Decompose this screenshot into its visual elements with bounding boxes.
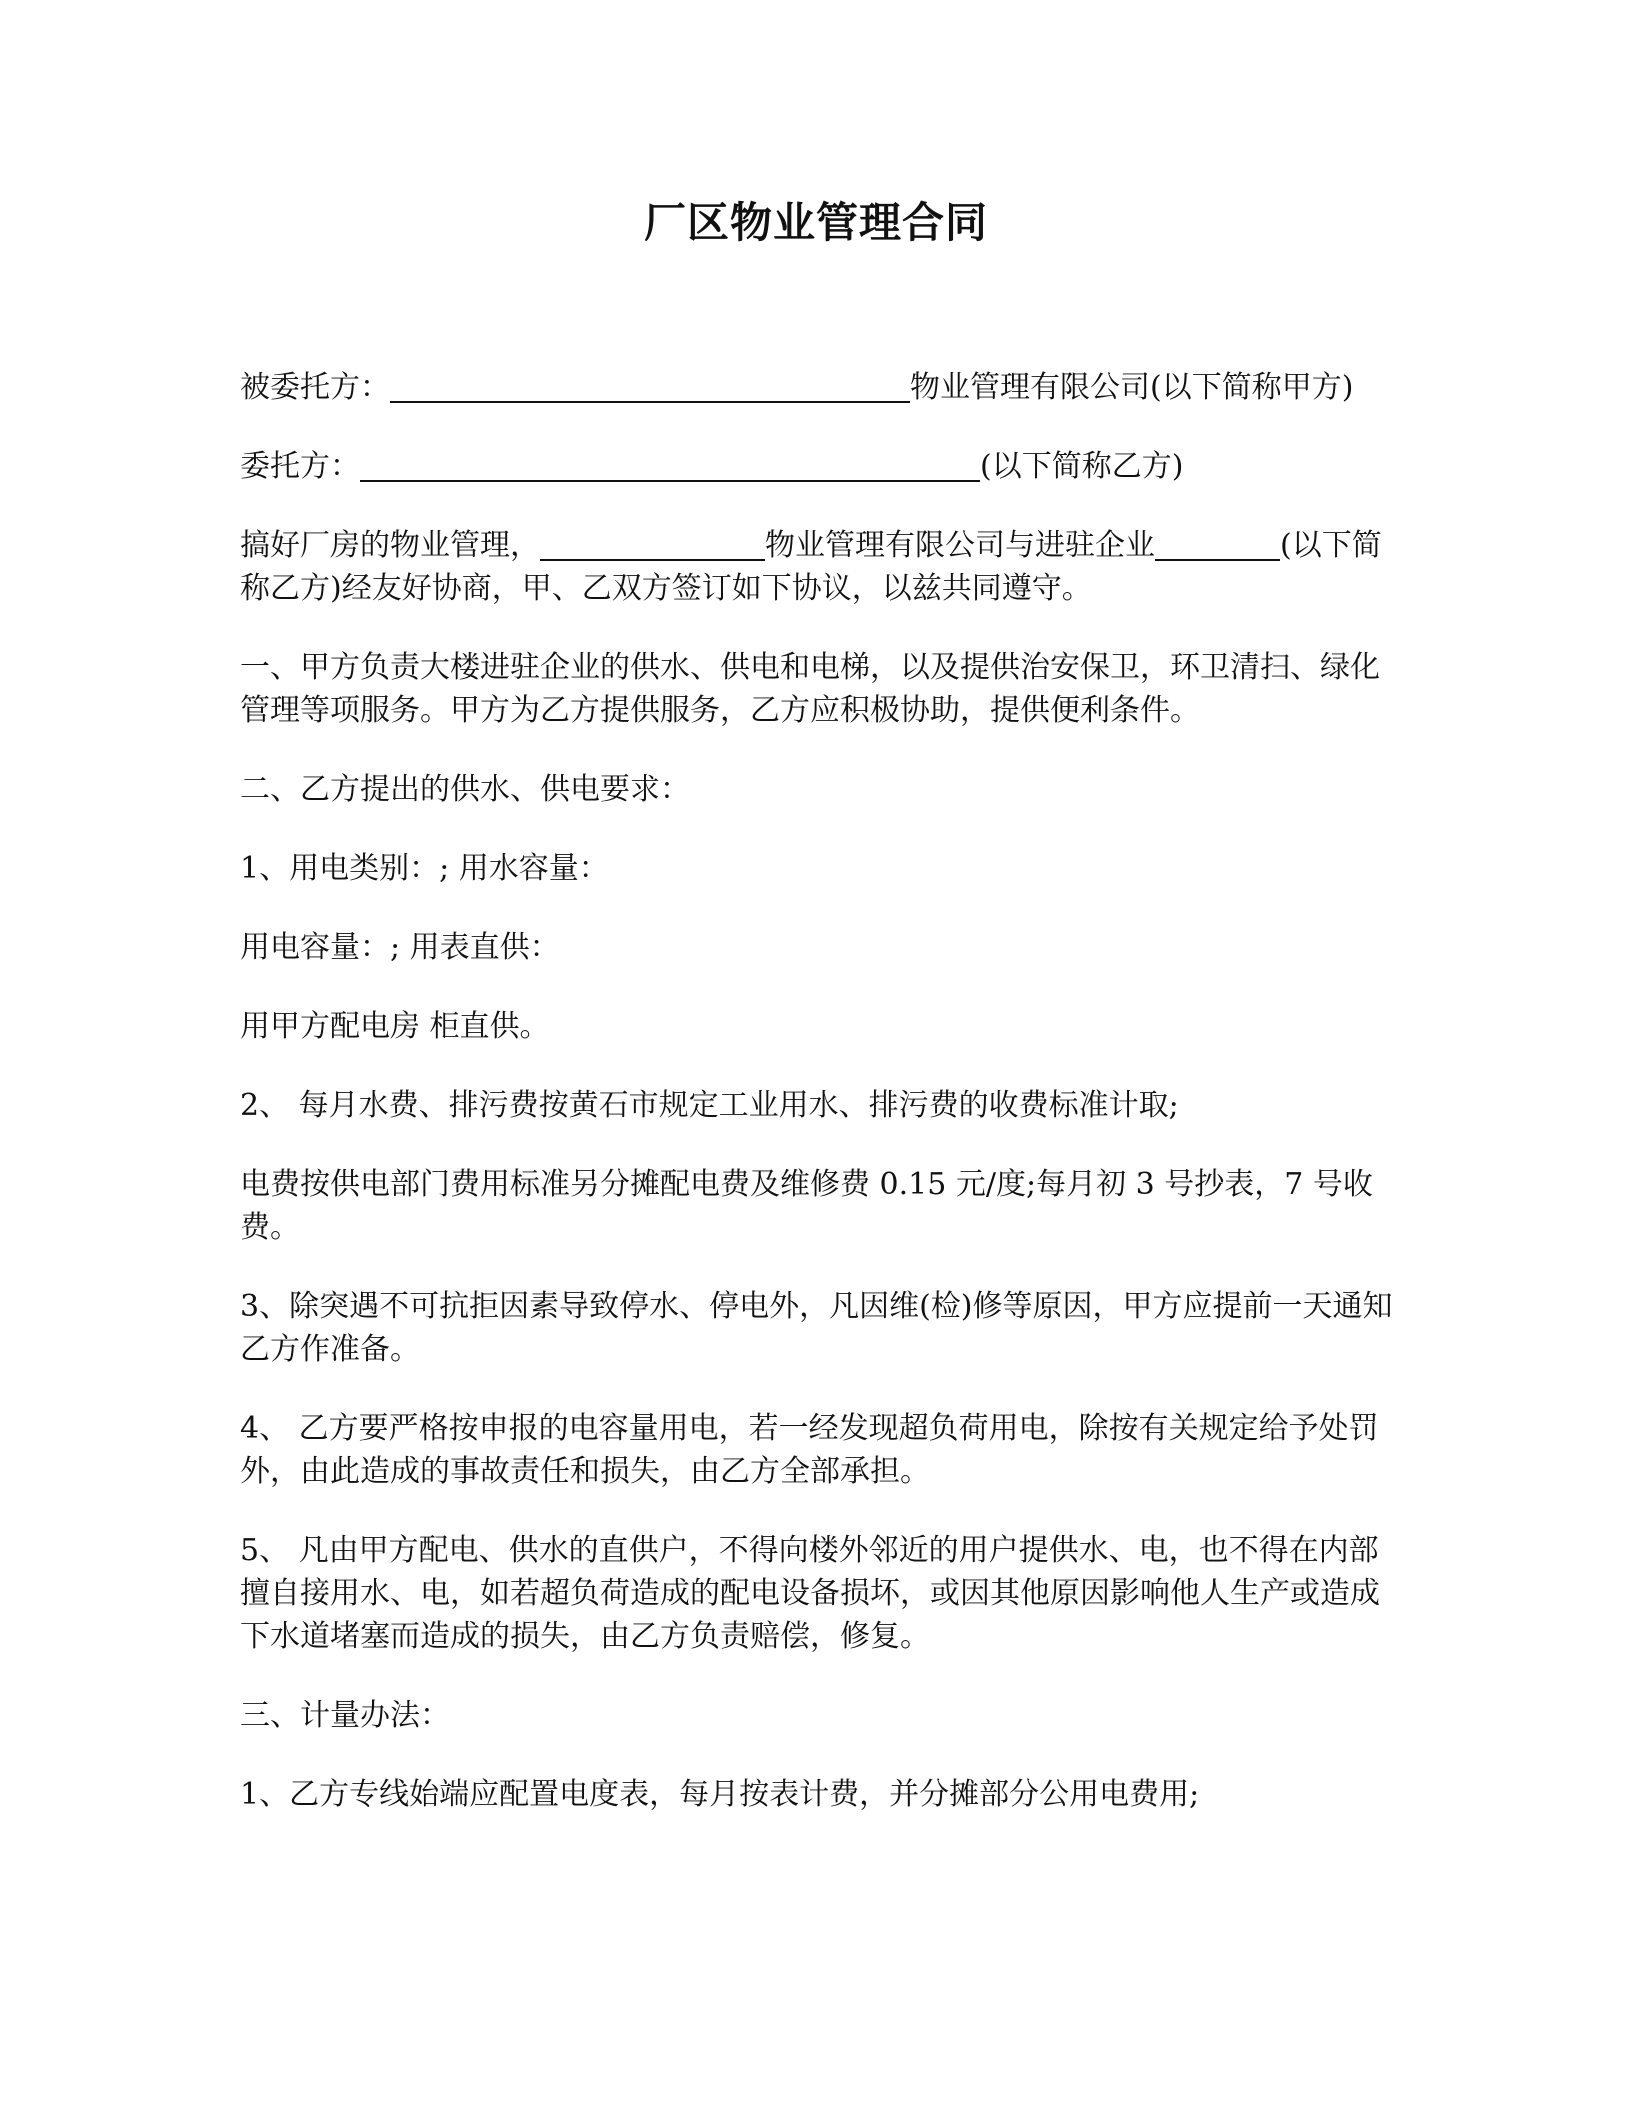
clause-2-heading: 二、乙方提出的供水、供电要求： bbox=[240, 772, 690, 807]
clause-3-heading: 三、计量办法： bbox=[240, 1698, 450, 1733]
party-b-tail: (以下简称乙方) bbox=[980, 449, 1184, 484]
clause-2-item-2: 2、 每月水费、排污费按黄石市规定工业用水、排污费的收费标准计取; bbox=[240, 1088, 1179, 1123]
company-blank bbox=[540, 529, 765, 561]
clause-3-item-1: 1、乙方专线始端应配置电度表，每月按表计费，并分摊部分公用电费用; bbox=[240, 1777, 1200, 1812]
clause-2-item-5: 5、 凡由甲方配电、供水的直供户，不得向楼外邻近的用户提供水、电，也不得在内部擅自接用水、电，如若超负荷造成的配电设备损坏，或因其他原因影响他人生产或造成下水道堵塞而造成的损失，由乙方负责赔偿，修复。 bbox=[240, 1533, 1380, 1654]
clause-2-item-1b: 用电容量：; 用表直供： bbox=[240, 930, 560, 965]
preamble-part-b: 物业管理有限公司与进驻企业 bbox=[765, 528, 1155, 563]
party-a-label: 被委托方： bbox=[240, 370, 390, 405]
preamble-part-a: 搞好厂房的物业管理， bbox=[240, 528, 540, 563]
clause-2-item-1: 1、用电类别：; 用水容量： bbox=[240, 851, 609, 886]
document-body bbox=[240, 366, 1400, 1852]
preamble-part-c: (以下简称乙方)经友好协商，甲、乙双方签订如下协议，以兹共同遵守。 bbox=[240, 528, 1382, 606]
preamble-paragraph bbox=[240, 524, 1400, 610]
clause-2-item-2b: 电费按供电部门费用标准另分摊配电费及维修费 0.15 元/度;每月初 3 号抄表，7 号收费。 bbox=[240, 1167, 1373, 1245]
enterprise-blank bbox=[1155, 529, 1280, 561]
document-title: 厂区物业管理合同 bbox=[643, 198, 988, 247]
clause-2-item-1c: 用甲方配电房 柜直供。 bbox=[240, 1009, 550, 1044]
clause-2-item-4: 4、 乙方要严格按申报的电容量用电，若一经发现超负荷用电，除按有关规定给予处罚外，由此造成的事故责任和损失，由乙方全部承担。 bbox=[240, 1411, 1379, 1489]
clause-1: 一、甲方负责大楼进驻企业的供水、供电和电梯，以及提供治安保卫，环卫清扫、绿化管理等项服务。甲方为乙方提供服务，乙方应积极协助，提供便利条件。 bbox=[240, 650, 1380, 728]
party-b-blank bbox=[360, 450, 980, 482]
party-a-tail: 物业管理有限公司(以下简称甲方) bbox=[910, 370, 1354, 405]
party-b-line bbox=[240, 445, 1400, 488]
party-a-blank bbox=[390, 371, 910, 403]
clause-2-item-3: 3、除突遇不可抗拒因素导致停水、停电外，凡因维(检)修等原因，甲方应提前一天通知乙方作准备。 bbox=[240, 1289, 1393, 1367]
party-a-line bbox=[240, 366, 1400, 409]
party-b-label: 委托方： bbox=[240, 449, 360, 484]
